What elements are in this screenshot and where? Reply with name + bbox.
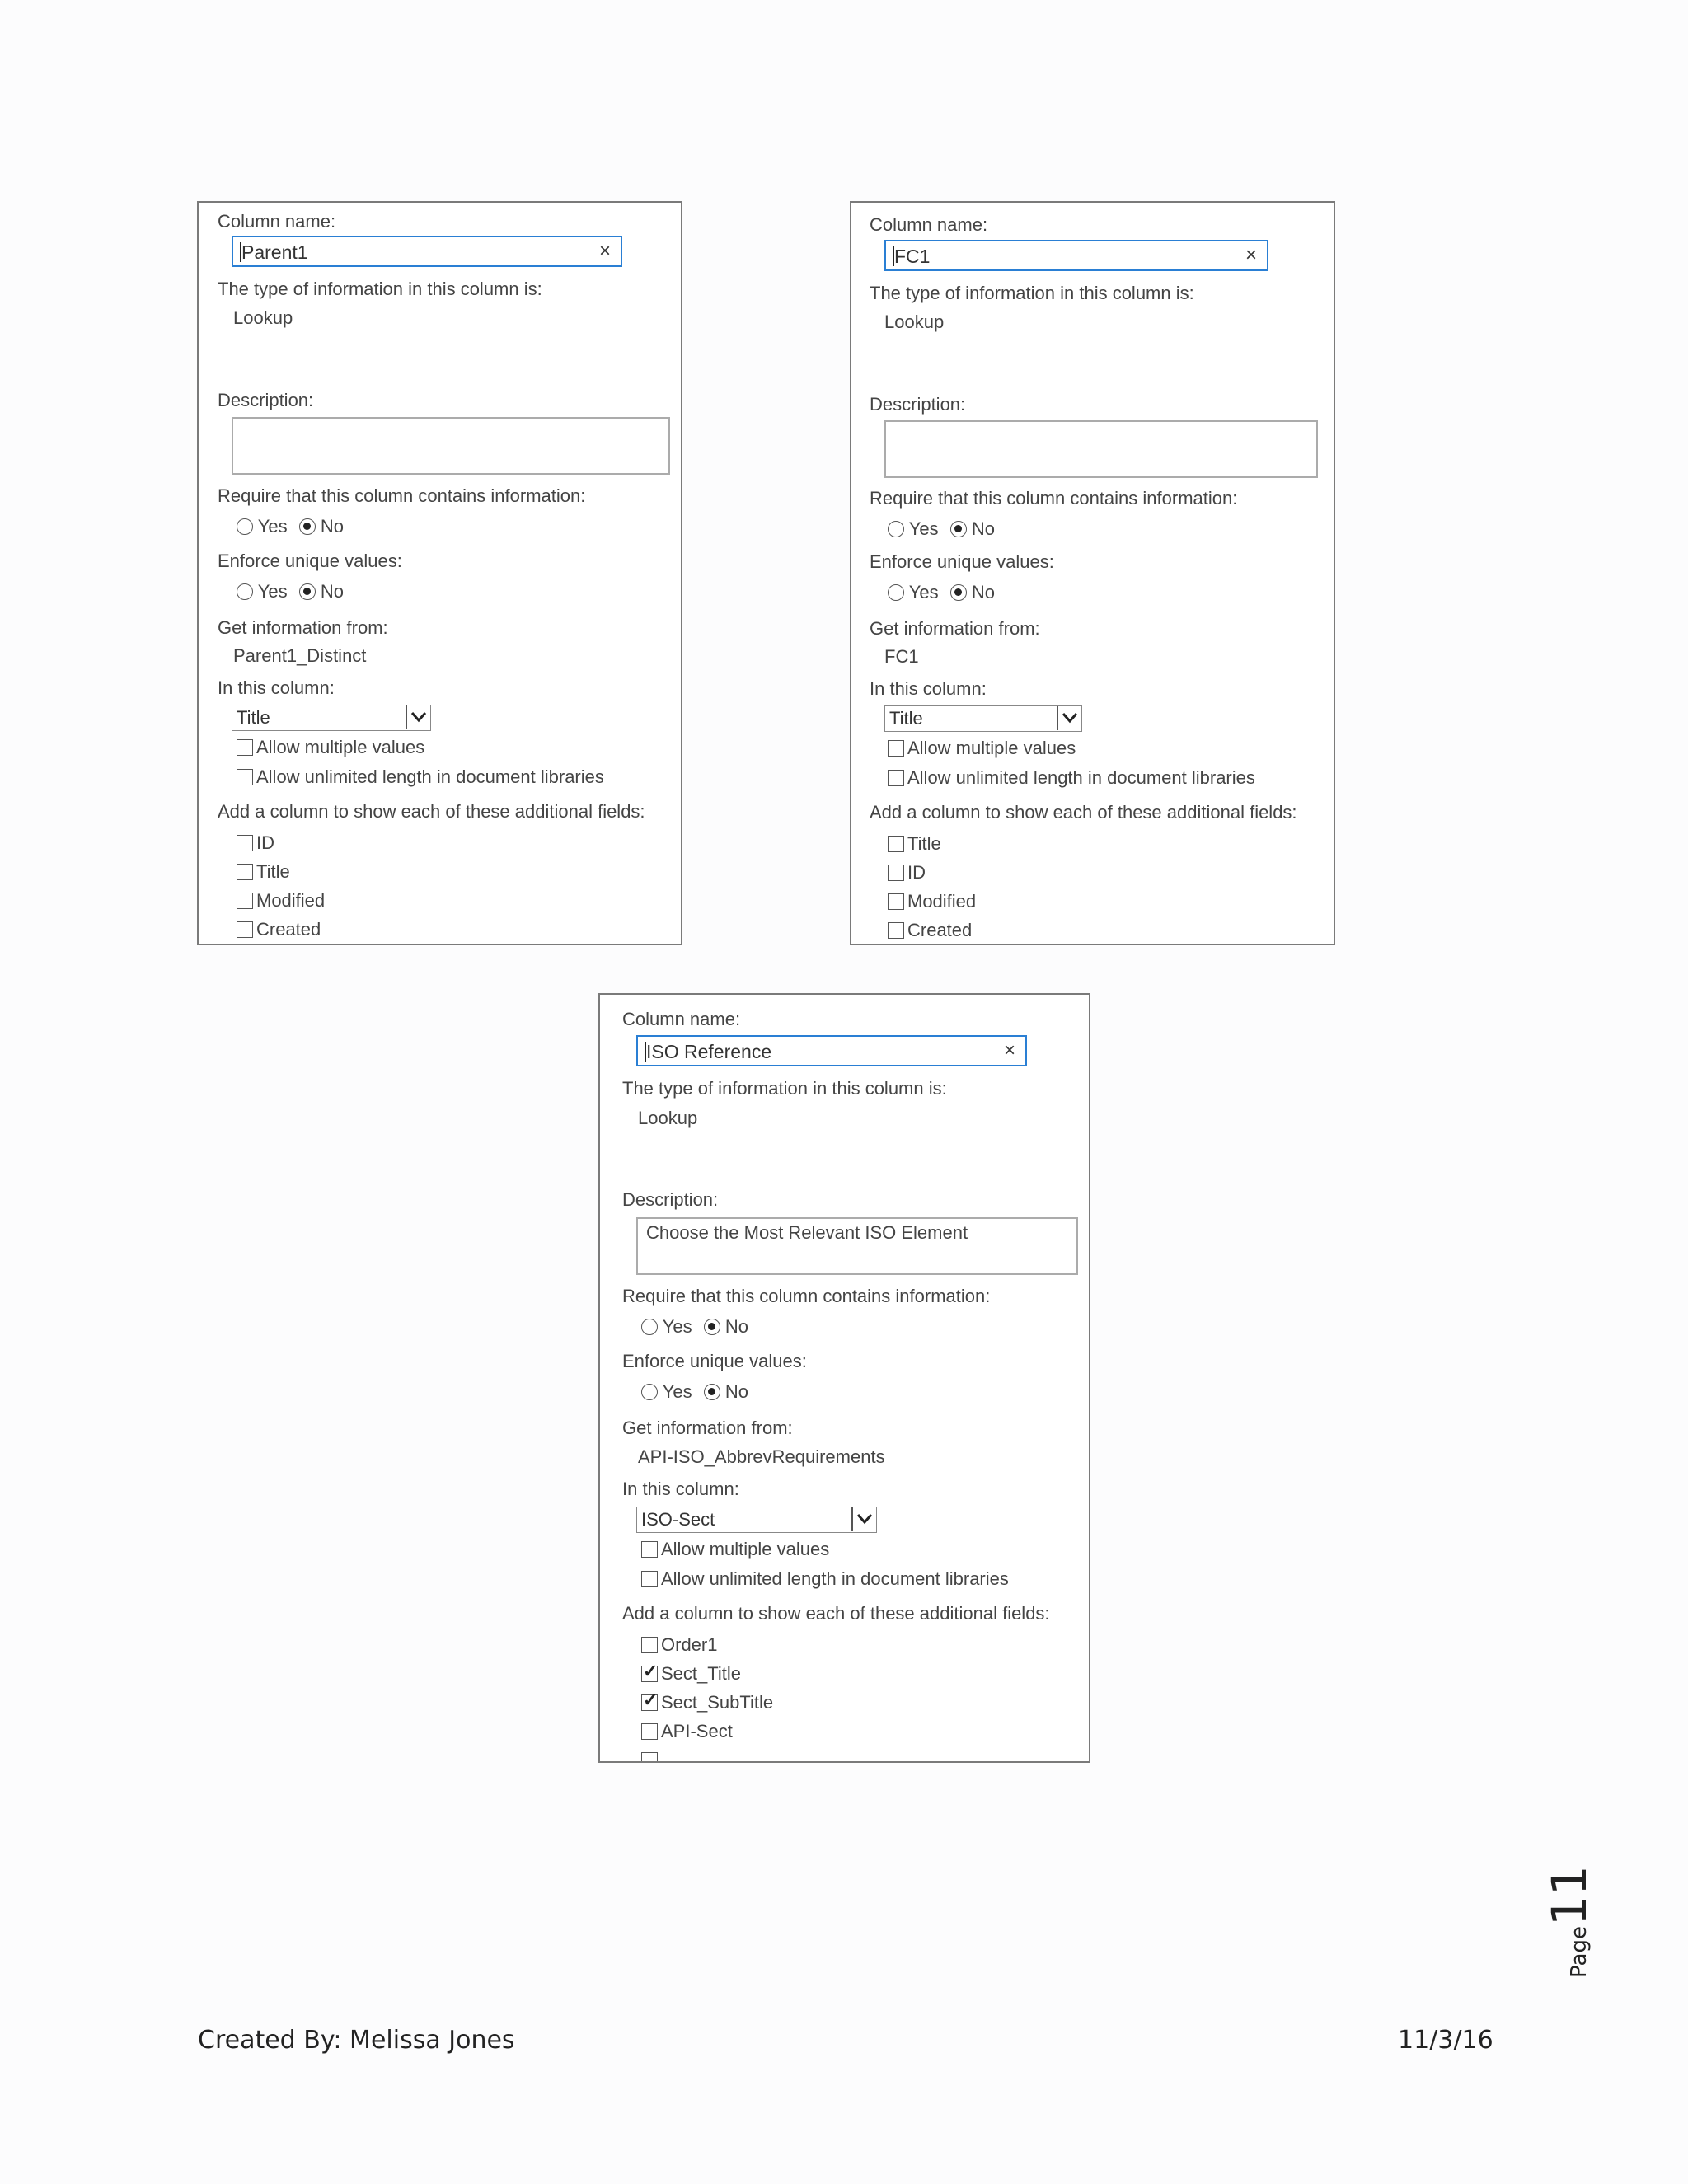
- checkbox-icon: [641, 1571, 658, 1587]
- checkbox-icon: [237, 739, 253, 756]
- enforce-yes-radio[interactable]: Yes: [641, 1381, 692, 1402]
- column-settings-panel-iso-reference: [598, 993, 1090, 1763]
- page-number-vertical: [1541, 1846, 1599, 1978]
- description-label: Description:: [870, 394, 966, 415]
- radio-selected-icon: [704, 1384, 720, 1400]
- type-info-label: The type of information in this column is:: [218, 279, 542, 299]
- column-type-value: Lookup: [233, 307, 293, 328]
- allow-multiple-checkbox[interactable]: Allow multiple values: [888, 738, 1076, 759]
- description-input[interactable]: [636, 1217, 1078, 1275]
- footer-date: 11/3/16: [1398, 2026, 1493, 2055]
- require-yes-radio[interactable]: Yes: [641, 1316, 692, 1337]
- field-checkbox-created[interactable]: Created: [237, 919, 321, 940]
- checkbox-checked-icon: [641, 1694, 658, 1711]
- enforce-no-radio[interactable]: No: [704, 1381, 748, 1402]
- enforce-no-radio[interactable]: No: [950, 582, 995, 602]
- require-radio-group: [641, 1316, 755, 1338]
- field-checkbox-created[interactable]: Created: [888, 920, 972, 941]
- checkbox-icon: [237, 769, 253, 785]
- require-no-radio[interactable]: No: [704, 1316, 748, 1337]
- column-settings-panel-fc1: [850, 201, 1335, 945]
- in-this-column-select[interactable]: [884, 705, 1082, 732]
- enforce-radio-group: [888, 582, 1001, 603]
- additional-fields-label: Add a column to show each of these additional fields:: [870, 802, 1297, 823]
- type-info-label: The type of information in this column is:: [622, 1078, 947, 1099]
- column-settings-panel-parent1: [197, 201, 682, 945]
- radio-icon: [237, 518, 253, 535]
- description-input[interactable]: [884, 420, 1318, 478]
- allow-unlimited-checkbox[interactable]: Allow unlimited length in document libraries: [888, 767, 1255, 789]
- checkbox-icon: [237, 921, 253, 938]
- allow-unlimited-checkbox[interactable]: Allow unlimited length in document libraries: [237, 766, 604, 788]
- clear-icon[interactable]: ×: [1245, 244, 1257, 266]
- clear-icon[interactable]: ×: [598, 240, 611, 262]
- radio-icon: [237, 583, 253, 600]
- checkbox-icon: [888, 836, 904, 852]
- allow-multiple-checkbox[interactable]: Allow multiple values: [641, 1539, 829, 1560]
- checkbox-icon: [237, 893, 253, 909]
- field-checkbox-title[interactable]: Title: [237, 861, 290, 883]
- column-type-value: Lookup: [884, 312, 945, 332]
- get-info-label: Get information from:: [870, 618, 1040, 639]
- get-info-value: API-ISO_AbbrevRequirements: [638, 1446, 885, 1467]
- in-this-column-select[interactable]: [232, 705, 431, 731]
- allow-unlimited-checkbox[interactable]: Allow unlimited length in document libraries: [641, 1568, 1009, 1590]
- select-value: Title: [237, 707, 270, 728]
- checkbox-icon: [237, 864, 253, 880]
- get-info-value: FC1: [884, 646, 919, 667]
- checkbox-checked-icon: [641, 1666, 658, 1682]
- column-name-input[interactable]: [636, 1035, 1027, 1066]
- require-label: Require that this column contains information:: [622, 1286, 991, 1306]
- get-info-label: Get information from:: [622, 1418, 793, 1438]
- require-yes-radio[interactable]: Yes: [888, 518, 939, 539]
- require-radio-group: [237, 516, 350, 537]
- checkbox-icon: [641, 1541, 658, 1558]
- column-name-value: Parent1: [241, 241, 308, 263]
- type-info-label: The type of information in this column is:: [870, 283, 1194, 303]
- created-by-footer: Created By: Melissa Jones: [198, 2026, 515, 2055]
- page-number: 11: [1541, 1865, 1597, 1927]
- field-checkbox-modified[interactable]: Modified: [888, 891, 976, 912]
- column-name-label: Column name:: [218, 211, 336, 232]
- get-info-label: Get information from:: [218, 617, 388, 638]
- enforce-yes-radio[interactable]: Yes: [237, 581, 288, 602]
- radio-selected-icon: [950, 584, 967, 601]
- checkbox-icon: [237, 835, 253, 851]
- checkbox-icon: [641, 1723, 658, 1740]
- column-name-value: ISO Reference: [646, 1041, 772, 1062]
- in-this-column-label: In this column:: [218, 677, 335, 698]
- column-name-label: Column name:: [870, 214, 988, 235]
- description-label: Description:: [622, 1189, 719, 1210]
- radio-selected-icon: [950, 521, 967, 537]
- allow-multiple-checkbox[interactable]: Allow multiple values: [237, 737, 424, 758]
- page-word: Page: [1567, 1926, 1592, 1978]
- require-label: Require that this column contains information:: [218, 485, 586, 506]
- select-value: ISO-Sect: [641, 1509, 715, 1530]
- enforce-radio-group: [237, 581, 350, 602]
- enforce-unique-label: Enforce unique values:: [622, 1351, 807, 1371]
- field-checkbox-title[interactable]: Title: [888, 833, 941, 855]
- checkbox-icon: [888, 865, 904, 881]
- field-checkbox-order1[interactable]: Order1: [641, 1634, 717, 1656]
- description-input[interactable]: [232, 417, 670, 475]
- field-checkbox-sect-title[interactable]: ✓Sect_Title: [641, 1663, 741, 1685]
- chevron-down-icon[interactable]: [851, 1507, 876, 1531]
- require-no-radio[interactable]: No: [950, 518, 995, 539]
- enforce-no-radio[interactable]: No: [299, 581, 344, 602]
- field-checkbox-id[interactable]: ID: [237, 832, 274, 854]
- checkbox-icon: [641, 1637, 658, 1653]
- select-value: Title: [889, 708, 923, 729]
- column-name-value: FC1: [894, 246, 931, 267]
- radio-icon: [641, 1319, 658, 1335]
- field-checkbox-modified[interactable]: Modified: [237, 890, 325, 912]
- field-checkbox-id[interactable]: ID: [888, 862, 926, 883]
- in-this-column-label: In this column:: [870, 678, 987, 699]
- enforce-unique-label: Enforce unique values:: [870, 551, 1054, 572]
- column-type-value: Lookup: [638, 1108, 698, 1128]
- require-yes-radio[interactable]: Yes: [237, 516, 288, 537]
- column-name-label: Column name:: [622, 1009, 741, 1029]
- chevron-down-icon[interactable]: [406, 705, 430, 729]
- description-label: Description:: [218, 390, 314, 410]
- clear-icon[interactable]: ×: [1003, 1039, 1015, 1062]
- radio-selected-icon: [704, 1319, 720, 1335]
- checkbox-icon: [888, 770, 904, 786]
- get-info-value: Parent1_Distinct: [233, 645, 367, 666]
- enforce-unique-label: Enforce unique values:: [218, 551, 402, 571]
- checkbox-icon: [888, 922, 904, 939]
- column-name-input[interactable]: [232, 236, 622, 267]
- radio-icon: [888, 521, 904, 537]
- additional-fields-label: Add a column to show each of these additional fields:: [218, 801, 645, 822]
- radio-selected-icon: [299, 583, 316, 600]
- enforce-radio-group: [641, 1381, 755, 1403]
- radio-icon: [641, 1384, 658, 1400]
- require-label: Require that this column contains information:: [870, 488, 1238, 509]
- additional-fields-label: Add a column to show each of these additional fields:: [622, 1603, 1050, 1624]
- field-checkbox-api-sect[interactable]: API-Sect: [641, 1721, 733, 1742]
- radio-icon: [888, 584, 904, 601]
- description-value: Choose the Most Relevant ISO Element: [646, 1222, 968, 1243]
- checkbox-icon: [888, 740, 904, 757]
- in-this-column-select[interactable]: [636, 1507, 877, 1533]
- require-no-radio[interactable]: No: [299, 516, 344, 537]
- enforce-yes-radio[interactable]: Yes: [888, 582, 939, 602]
- require-radio-group: [888, 518, 1001, 540]
- in-this-column-label: In this column:: [622, 1479, 739, 1499]
- checkbox-icon: [888, 893, 904, 910]
- field-checkbox-sect-subtitle[interactable]: ✓Sect_SubTitle: [641, 1692, 773, 1713]
- chevron-down-icon[interactable]: [1057, 706, 1081, 730]
- radio-selected-icon: [299, 518, 316, 535]
- field-checkbox-partial[interactable]: [641, 1750, 661, 1763]
- checkbox-icon: [641, 1752, 658, 1763]
- column-name-input[interactable]: [884, 240, 1268, 271]
